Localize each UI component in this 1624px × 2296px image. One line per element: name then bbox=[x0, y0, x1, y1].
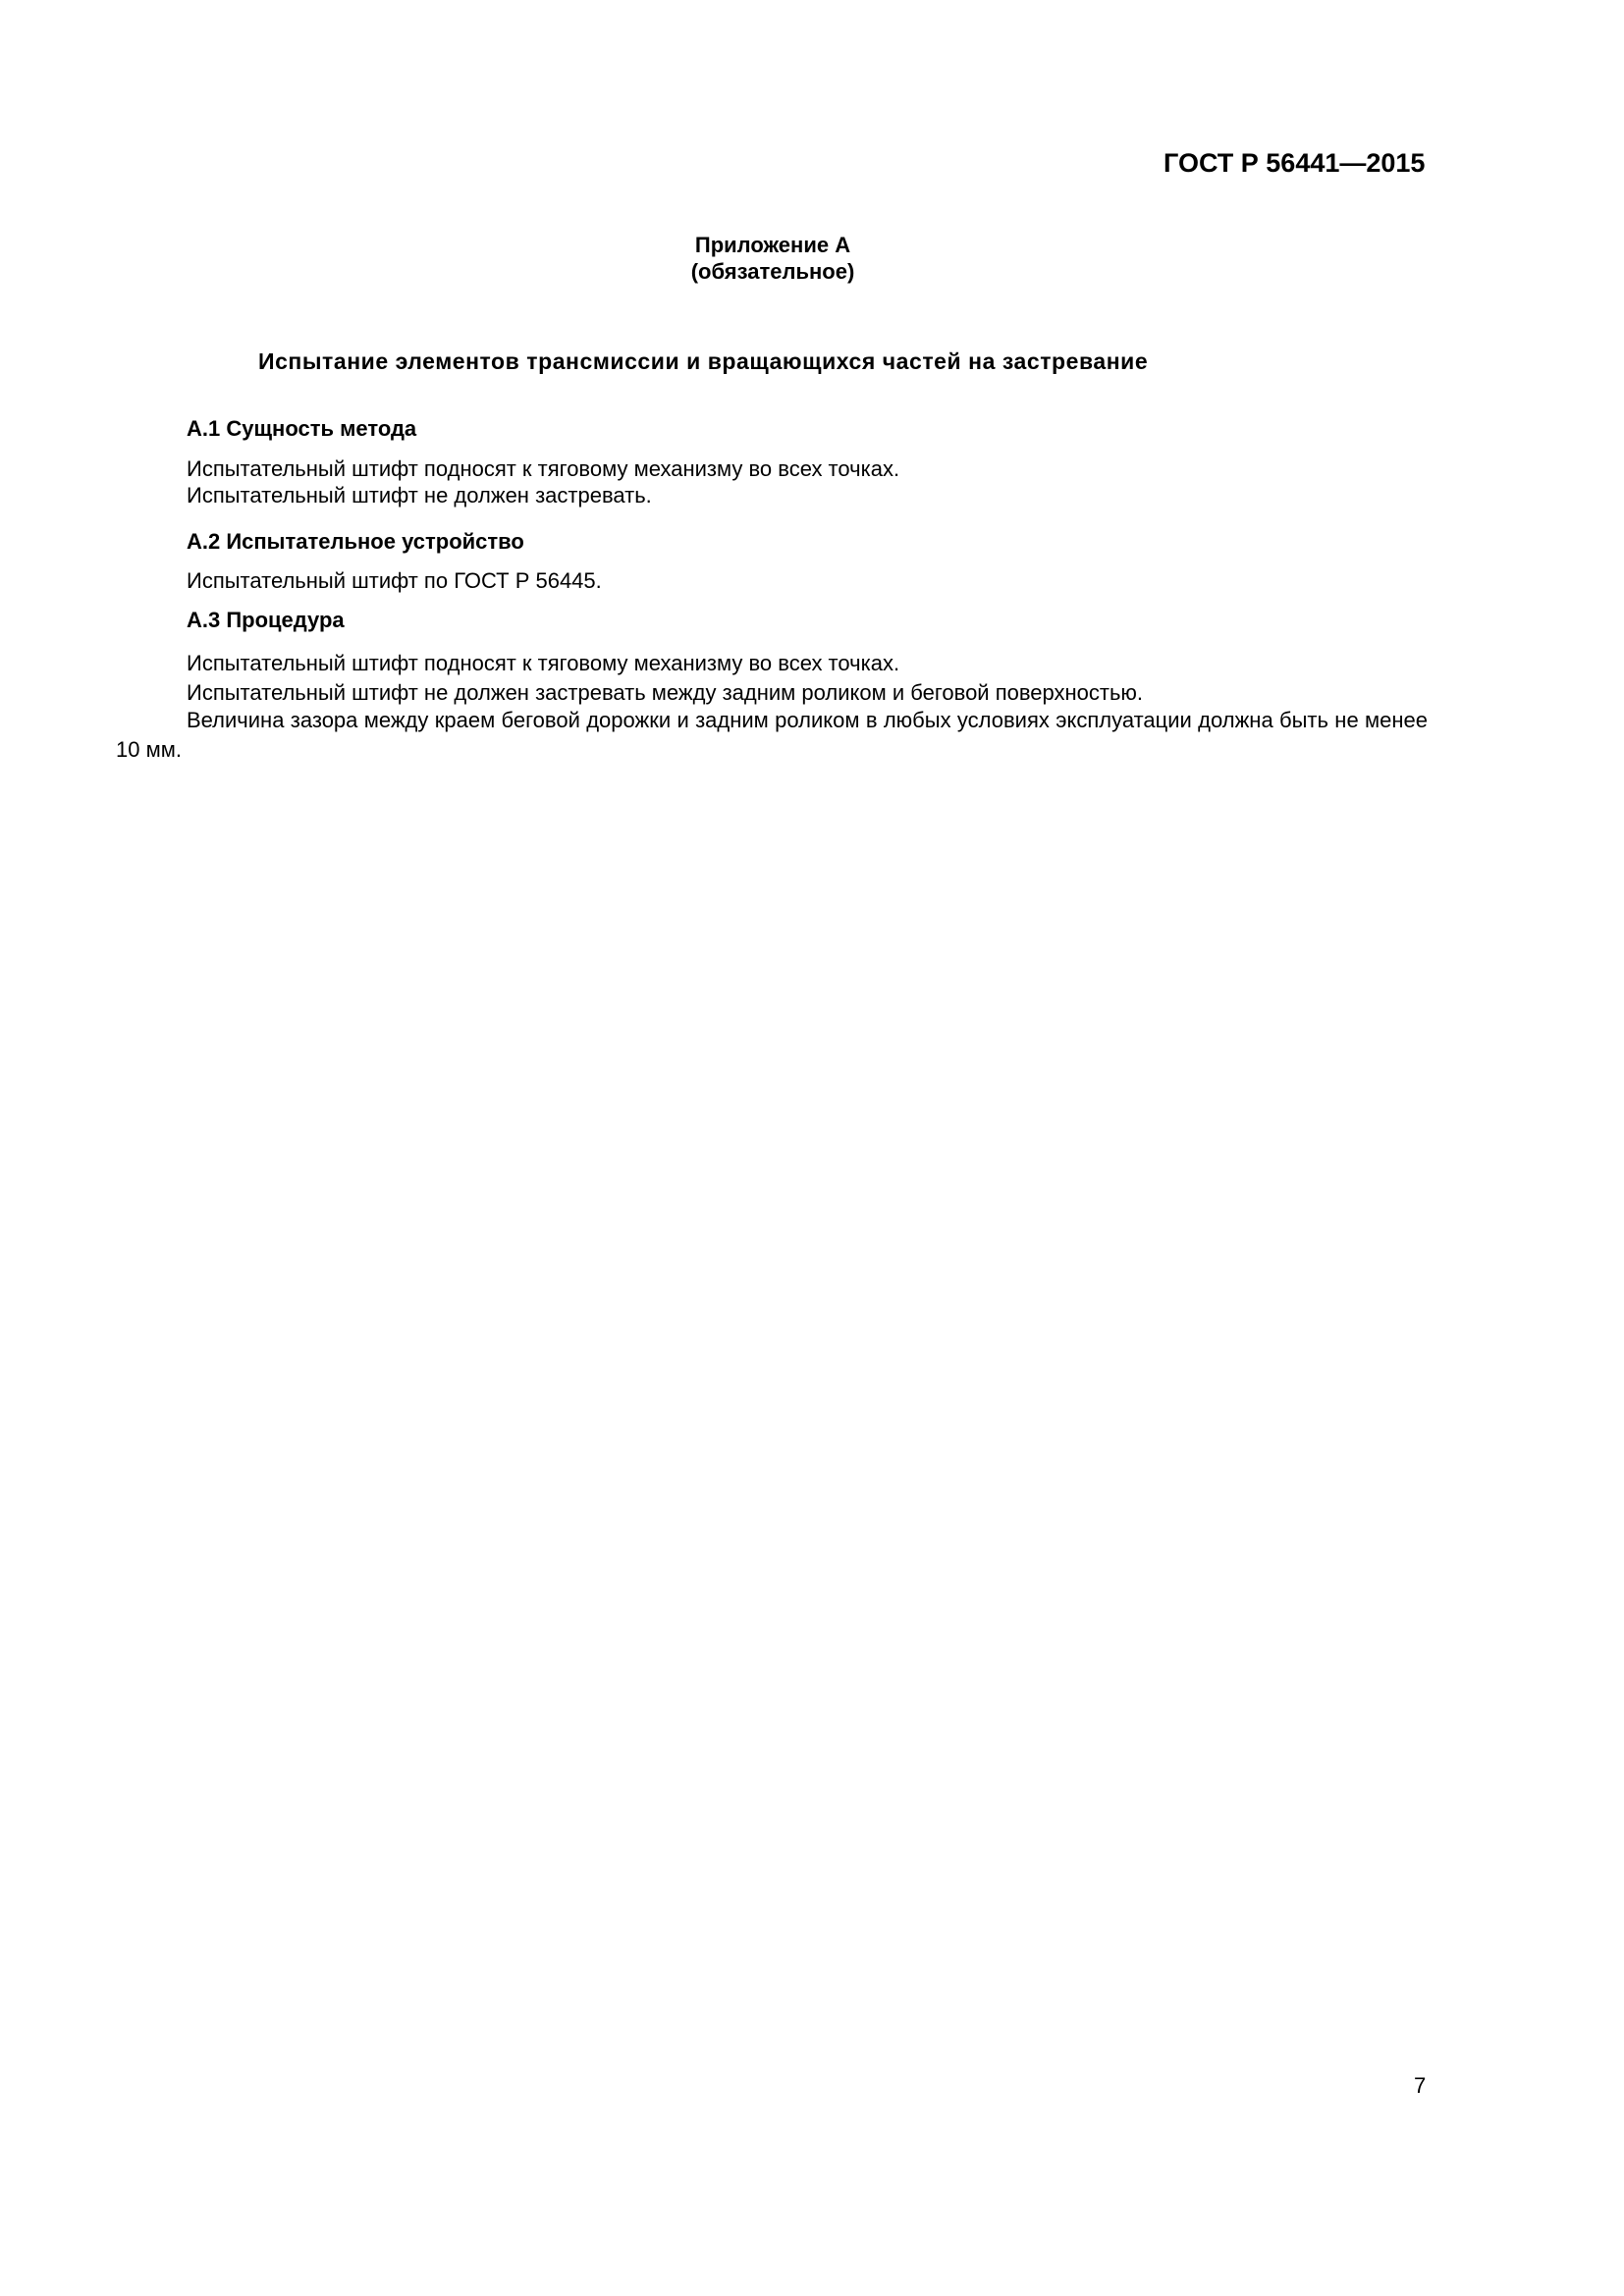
document-code: ГОСТ Р 56441—2015 bbox=[1164, 148, 1426, 178]
section-heading-a2: А.2 Испытательное устройство bbox=[187, 529, 524, 554]
section-a3-line-1: Испытательный штифт подносят к тяговому механизму во всех точках. bbox=[187, 651, 900, 675]
section-a3-line-2: Испытательный штифт не должен застревать между задним роликом и беговой поверхностью. bbox=[187, 680, 1144, 705]
section-a2-line-1: Испытательный штифт по ГОСТ Р 56445. bbox=[187, 568, 602, 593]
section-heading-a3: А.3 Процедура bbox=[187, 608, 345, 632]
page-number: 7 bbox=[1414, 2073, 1427, 2098]
annex-title: Приложение А bbox=[694, 233, 851, 257]
section-a1-line-1: Испытательный штифт подносят к тяговому механизму во всех точках. bbox=[187, 456, 900, 481]
main-title: Испытание элементов трансмиссии и вращающихся частей на застревание bbox=[258, 348, 1149, 374]
section-heading-a1: А.1 Сущность метода bbox=[187, 416, 417, 441]
annex-status: (обязательное) bbox=[690, 259, 855, 284]
section-a1-line-2: Испытательный штифт не должен застревать. bbox=[187, 483, 652, 507]
section-a3-paragraph: Величина зазора между краем беговой дорожки и задним роликом в любых условиях эксплуатации должна быть не менее 10 мм. bbox=[116, 708, 1428, 762]
